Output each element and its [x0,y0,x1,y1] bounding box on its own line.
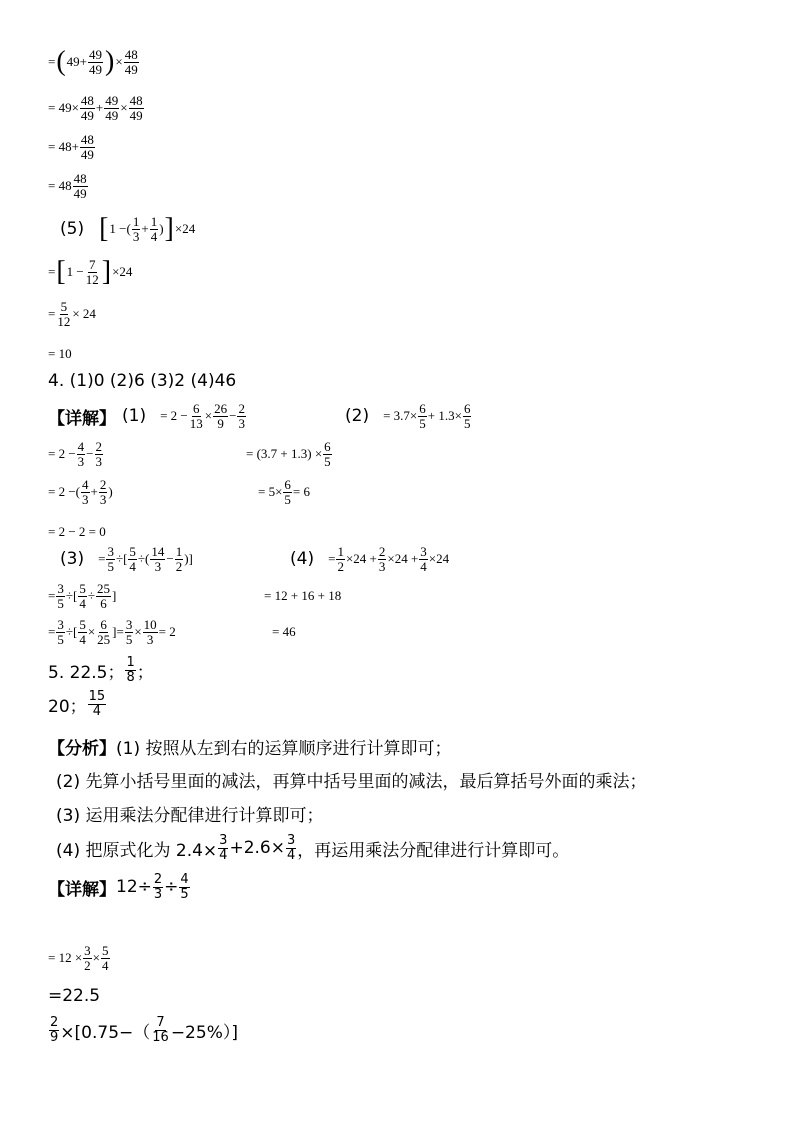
problem-label: (5) [60,219,85,240]
term: )] [184,551,193,567]
fraction: $\frac{3}{5}$ [107,544,114,574]
eq-line-1 [48,48,140,76]
q5-detail-3 [48,986,100,1006]
term: × 24 [72,306,96,322]
term: ×24 + [387,551,419,567]
problem-label: (4) [290,549,315,570]
q5-analysis-1 [48,734,451,759]
q4-p1-step-2 [48,478,113,506]
term: 49 [66,54,80,70]
fraction: 7 16 [152,1015,169,1045]
fraction: $\frac{2}{9}$ [50,1015,59,1045]
fraction: $\frac{48}{49}$ [129,93,143,123]
eq-sign: = [48,54,56,70]
fraction: $\frac{4}{5}$ [180,872,189,902]
q5-detail-1 [48,873,191,901]
term: ×24 + [345,551,377,567]
fraction: $\frac{2}{3}$ [378,544,386,574]
eq-sign: = [48,264,56,280]
eq-sign: = [48,624,56,640]
problem-5-step-2 [48,300,96,328]
fraction: $\frac{2}{3}$ [238,401,245,431]
fraction: $\frac{6}{13}$ [189,401,203,431]
term: = 46 [272,624,296,639]
open-bracket: [ [99,213,109,245]
fraction: $\frac{1}{4}$ [150,214,158,244]
fraction: $\frac{2}{3}$ [99,477,107,507]
fraction: $\frac{6}{5}$ [419,401,426,431]
op: + [90,484,98,500]
q5-answer-2 [48,690,107,718]
detail-label: 【详解】 [48,408,116,429]
fraction: $\frac{48}{49}$ [80,93,94,123]
fraction: $\frac{7}{12}$ [85,257,99,287]
fraction: $\frac{48}{49}$ [80,132,94,162]
q4-detail-p1 [48,402,247,430]
fraction: $\frac{3}{5}$ [57,581,64,611]
term: ×24 [112,264,133,280]
op: − [229,408,237,424]
term: ×24 [174,221,196,237]
fraction: $\frac{3}{5}$ [57,617,64,647]
term: = 2 −( [48,484,80,500]
term: =22.5 [48,986,101,1006]
problem-5-result [48,346,72,362]
fraction: $\frac{6}{5}$ [284,477,291,507]
q4-p4-result [272,624,296,640]
q4-p4-step-1 [264,588,341,604]
fraction: 4 3 [82,477,89,507]
op: × [204,408,213,424]
fraction: $\frac{2}{3}$ [95,439,103,469]
answer-text: ； [136,662,154,683]
term: ) [108,484,113,500]
fraction: $\frac{48}{49}$ [124,47,138,77]
term: ÷[ [65,588,78,604]
term: ÷[ [115,551,128,567]
eq-sign: = [328,551,336,567]
fraction: 1 8 [126,655,135,685]
fraction: $\frac{1}{2}$ [175,544,183,574]
problem-5-line [60,215,195,243]
fraction: $\frac{5}{4}$ [129,544,136,574]
fraction: $\frac{6}{5}$ [324,439,331,469]
fraction: $\frac{5}{12}$ [57,299,71,329]
fraction: $\frac{6}{5}$ [463,401,471,431]
term: ×[0.75−（ [60,1022,151,1043]
answer-text: 4. (1)0 (2)6 (3)2 (4)46 [48,371,237,391]
term: = 12 + 16 + 18 [264,588,342,603]
eq-line-4 [48,172,89,200]
fraction: $\frac{26}{9}$ [214,401,228,431]
q4-detail-p2 [345,402,472,430]
analysis-text: (4) 把原式化为 2.4× [56,840,218,861]
fraction: $\frac{49}{49}$ [105,93,119,123]
term: = 6 [292,484,311,500]
q5-detail-2 [48,944,111,972]
fraction: 14 3 [151,544,165,574]
term: ÷[ [65,624,78,640]
analysis-text: +2.6× [229,838,285,859]
problem-label: (1) [122,406,147,427]
q4-p3-step-2 [48,618,176,646]
term: = 48 [48,178,72,194]
fraction: $\frac{5}{4}$ [79,581,86,611]
term: ) [159,221,164,237]
op: − [166,551,174,567]
fraction: $\frac{2}{3}$ [153,872,163,902]
term: 12÷ [116,877,152,898]
op: × [92,950,101,966]
eq-sign: = [48,588,56,604]
eq-line-2 [48,94,145,122]
term: 1 − [66,264,84,280]
fraction: 48 49 [73,171,87,201]
q4-detail-p3 [60,545,193,573]
fraction: $\frac{6}{25}$ [97,617,111,647]
fraction: $\frac{5}{4}$ [79,617,86,647]
answer-text: 20； [48,696,87,717]
term: = 2 − [160,408,188,424]
op: − [86,446,94,462]
op: + [79,54,88,70]
term: −25%）] [170,1022,238,1043]
fraction: 1 3 [132,214,140,244]
eq-line-3 [48,133,96,161]
q4-p3-step-1 [48,582,116,610]
term: ]= [112,624,124,640]
op: ÷ [164,877,179,898]
close-bracket: ] [101,256,112,288]
q4-detail-p4 [290,545,449,573]
fraction: $\frac{3}{4}$ [286,833,296,863]
q5-detail-4 [48,1016,238,1044]
analysis-text: (2) 先算小括号里面的减法，再算中括号里面的减法，最后算括号外面的乘法； [56,772,647,792]
term: = 10 [48,346,72,361]
q5-analysis-2 [56,767,646,792]
op: × [87,624,96,640]
fraction: $\frac{4}{3}$ [77,439,85,469]
op: + [95,100,104,116]
eq-sign: = [48,306,56,322]
q5-answer-1 [48,656,154,684]
op: × [134,624,142,640]
fraction: $\frac{10}{3}$ [143,617,157,647]
open-bracket: [ [56,256,66,288]
op: × [115,54,123,70]
fraction: $\frac{3}{4}$ [219,833,228,863]
eq-sign: = [98,551,106,567]
fraction: $\frac{3}{4}$ [420,544,427,574]
fraction: $\frac{5}{4}$ [102,943,109,973]
analysis-text: (1) 按照从左到右的运算顺序进行计算即可； [116,739,452,759]
term: = 2 − 2 = 0 [48,524,106,539]
op: × [120,100,128,116]
detail-label: 【详解】 [48,879,116,900]
open-paren: ( [56,46,66,78]
term: = 48+ [48,139,79,155]
problem-5-step-1 [48,258,132,286]
term: ×24 [428,551,450,567]
fraction: $\frac{3}{5}$ [125,617,133,647]
term: = 2 − [48,446,76,462]
term: = 12 × [48,950,83,966]
term: = 5× [258,484,283,500]
analysis-text: (3) 运用乘法分配律进行计算即可； [56,806,324,826]
term: ] [111,588,117,604]
q4-p2-step-2 [258,478,310,506]
close-bracket: ] [164,213,174,245]
op: ÷ [87,588,95,604]
q5-analysis-4 [56,834,569,862]
problem-label: (3) [60,549,85,570]
term: ÷( [137,551,150,567]
fraction: 15 4 [88,689,106,719]
answer-text: 5. 22.5； [48,662,125,683]
problem-label: (2) [345,406,370,427]
term: = 2 [158,624,176,640]
q5-analysis-3 [56,801,323,826]
q4-p1-result [48,524,106,540]
analysis-text: ，再运用乘法分配律进行计算即可。 [297,840,570,861]
fraction: $\frac{49}{49}$ [89,47,103,77]
term: = 3.7× [383,408,418,424]
q4-p1-step-1 [48,440,104,468]
fraction: $\frac{1}{2}$ [337,544,344,574]
q4-answer [48,371,236,391]
analysis-label: 【分析】 [48,739,116,759]
term: = 49× [48,100,79,116]
fraction: $\frac{3}{2}$ [84,943,91,973]
q4-p2-step-1 [246,440,333,468]
fraction: $\frac{25}{6}$ [96,581,110,611]
op: + [141,221,149,237]
term: + 1.3× [427,408,462,424]
term: 1 −( [109,221,131,237]
close-paren: ) [105,46,115,78]
term: = (3.7 + 1.3) × [246,446,323,462]
